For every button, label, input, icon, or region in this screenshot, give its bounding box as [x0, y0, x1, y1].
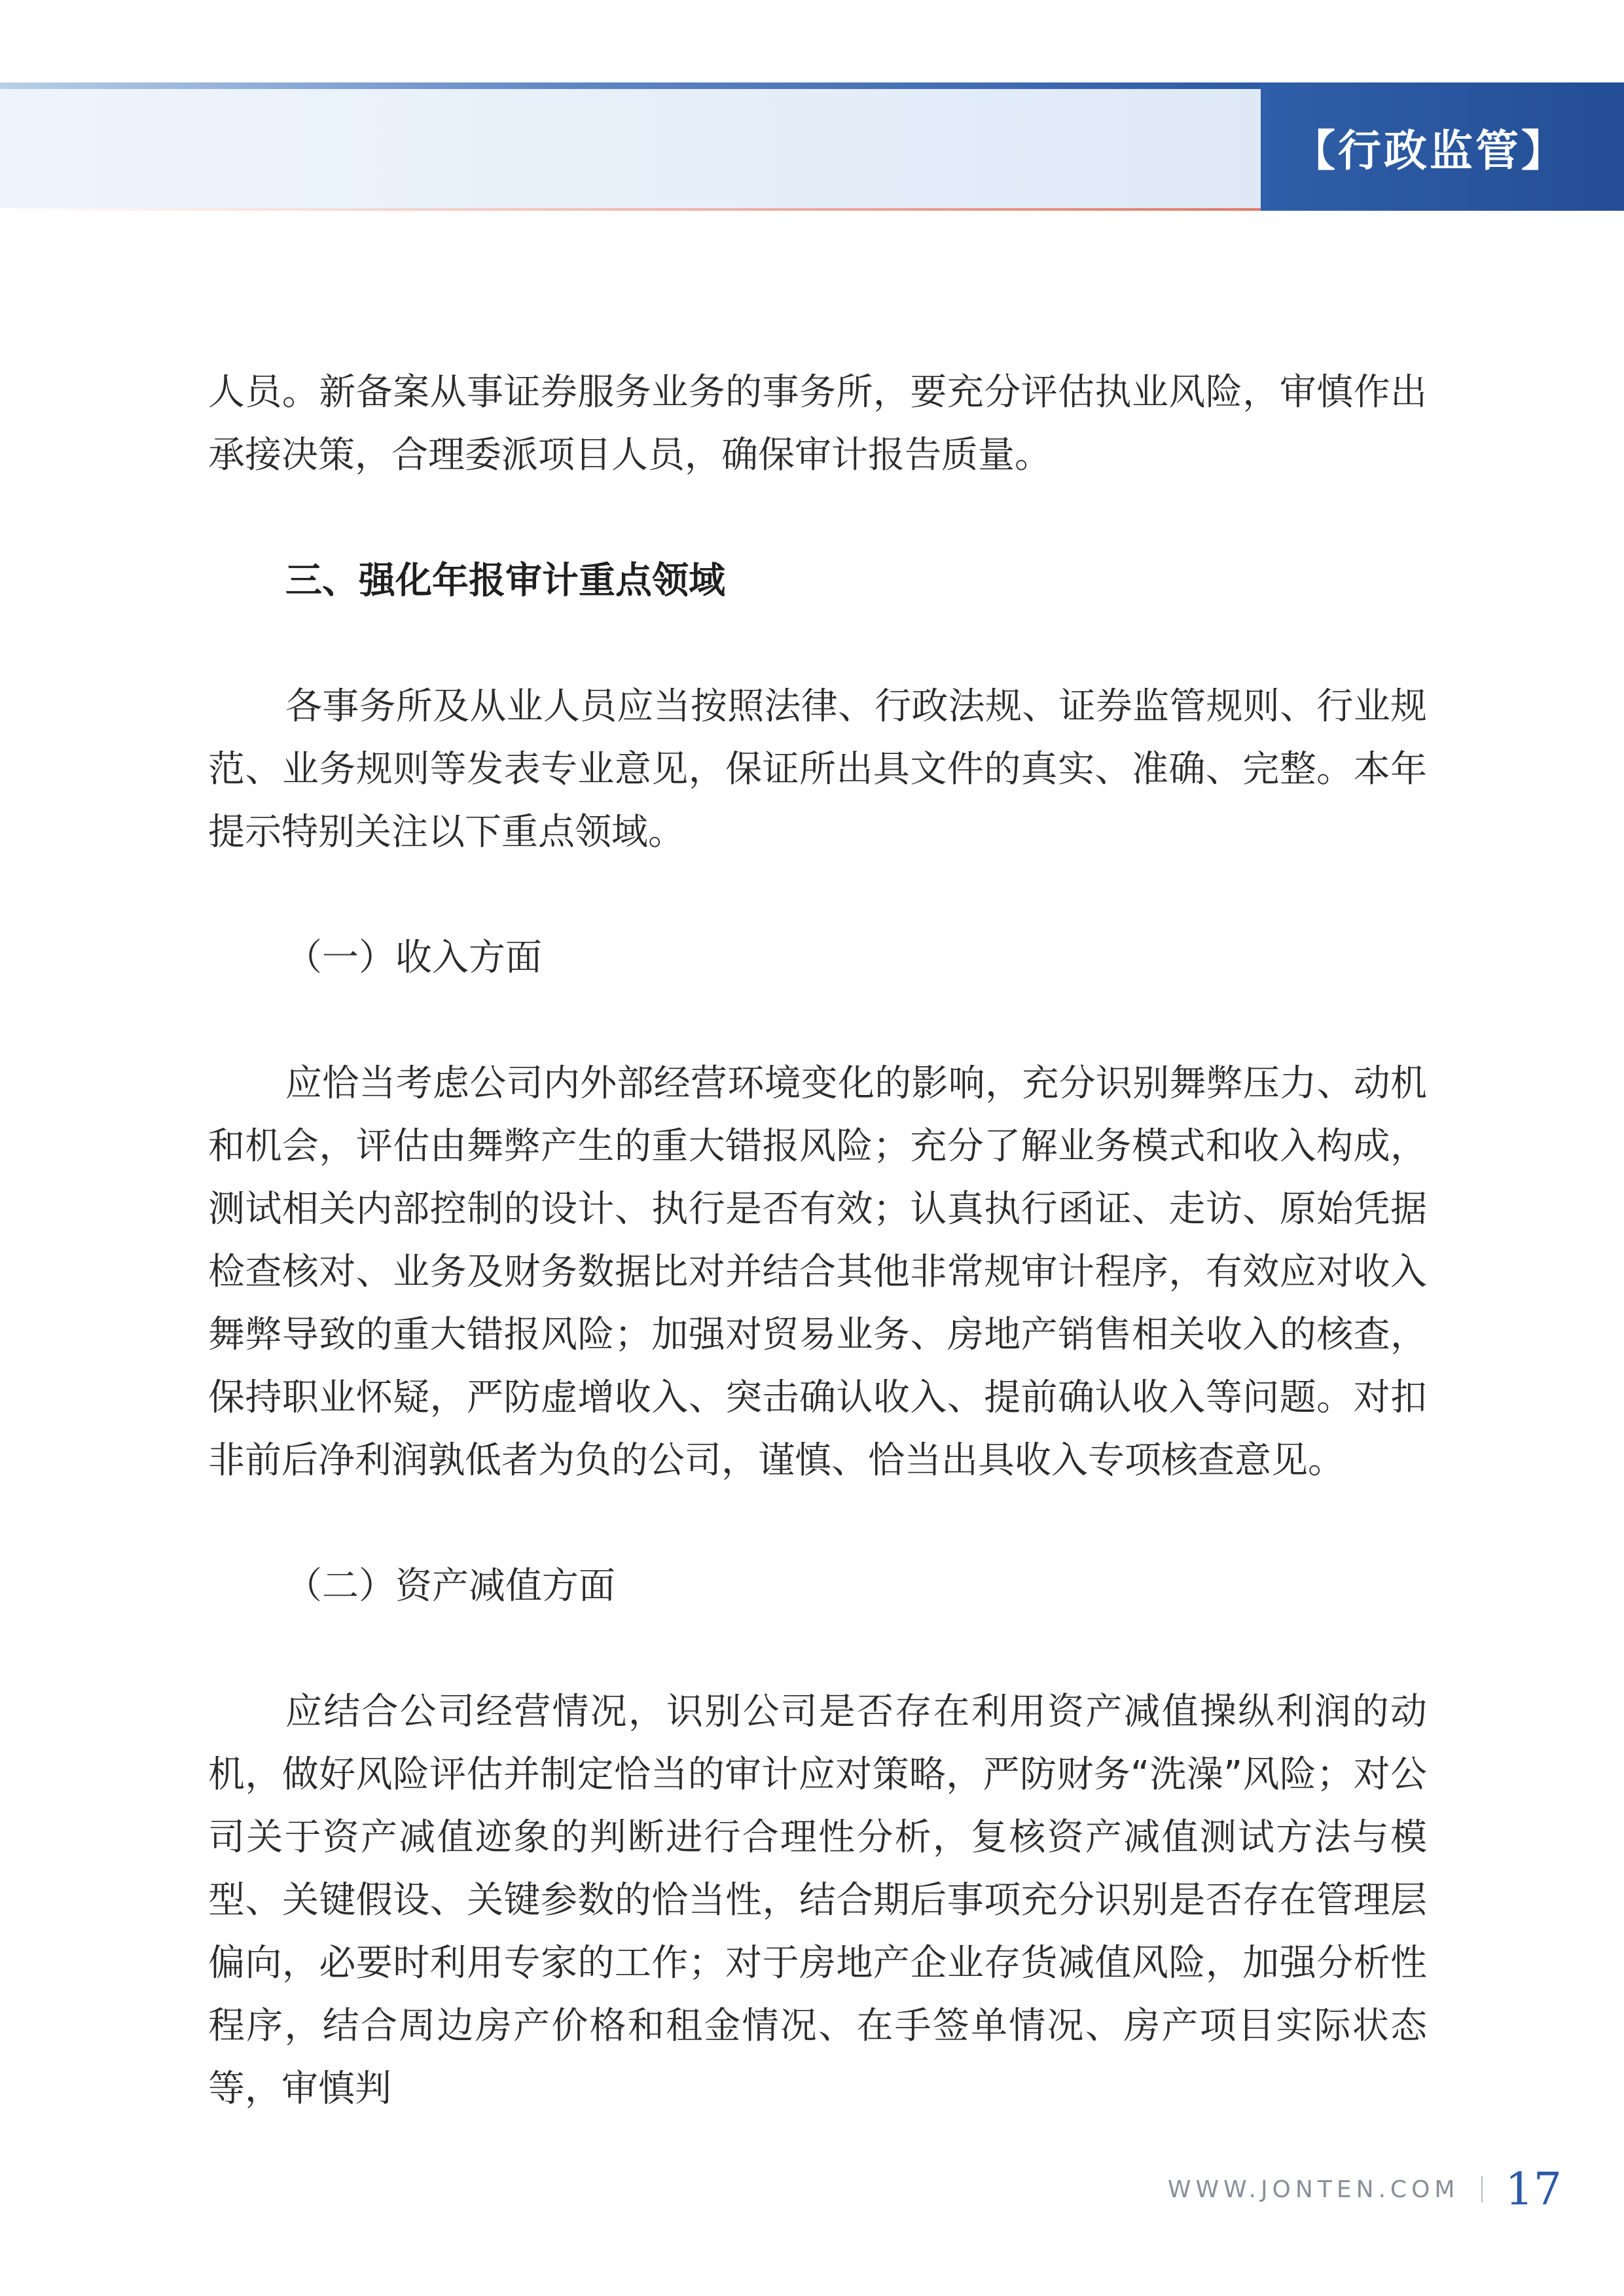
section-heading: 三、强化年报审计重点领域	[285, 560, 725, 602]
header-accent-line	[0, 208, 1261, 211]
section-tag	[1261, 82, 1624, 211]
page-footer	[1168, 2160, 1562, 2219]
subheading-impairment: （二）资产减值方面	[285, 1565, 615, 1607]
paragraph-intro: 各事务所及从业人员应当按照法律、行政法规、证券监管规则、行业规范、业务规则等发表专业意见，保证所出具文件的真实、准确、完整。本年提示特别关注以下重点领域。	[208, 685, 1427, 853]
paragraph-revenue: 应恰当考虑公司内外部经营环境变化的影响，充分识别舞弊压力、动机和机会，评估由舞弊产生的重大错报风险；充分了解业务模式和收入构成，测试相关内部控制的设计、执行是否有效；认真执行函证、走访、原始凭据检查核对、业务及财务数据比对并结合其他非常规审计程序，有效应对收入舞弊导致的重大错报风险；加强对贸易业务、房地产销售相关收入的核查，保持职业怀疑，严防虚增收入、突击确认收入、提前确认收入等问题。对扣非前后净利润孰低者为负的公司，谨慎、恰当出具收入专项核查意见。	[208, 1062, 1427, 1482]
section-tag-label: 【行政监管】	[1292, 125, 1567, 176]
paragraph-impairment: 应结合公司经营情况，识别公司是否存在利用资产减值操纵利润的动机，做好风险评估并制定恰当的审计应对策略，严防财务“洗澡”风险；对公司关于资产减值迹象的判断进行合理性分析，复核资产减值测试方法与模型、关键假设、关键参数的恰当性，结合期后事项充分识别是否存在管理层偏向，必要时利用专家的工作；对于房地产企业存货减值风险，加强分析性程序，结合周边房产价格和租金情况、在手签单情况、房产项目实际状态等，审慎判	[208, 1691, 1427, 2110]
page-number: 17	[1505, 2163, 1562, 2215]
header-band	[0, 89, 1261, 208]
header-top-bar	[0, 82, 1261, 89]
footer-website: WWW.JONTEN.COM	[1167, 2176, 1460, 2203]
paragraph-continuation: 人员。新备案从事证券服务业务的事务所，要充分评估执业风险，审慎作出承接决策，合理委派项目人员，确保审计报告质量。	[208, 371, 1427, 476]
footer-divider	[1481, 2176, 1483, 2202]
subheading-revenue: （一）收入方面	[285, 937, 542, 979]
page-body	[208, 361, 1427, 2121]
